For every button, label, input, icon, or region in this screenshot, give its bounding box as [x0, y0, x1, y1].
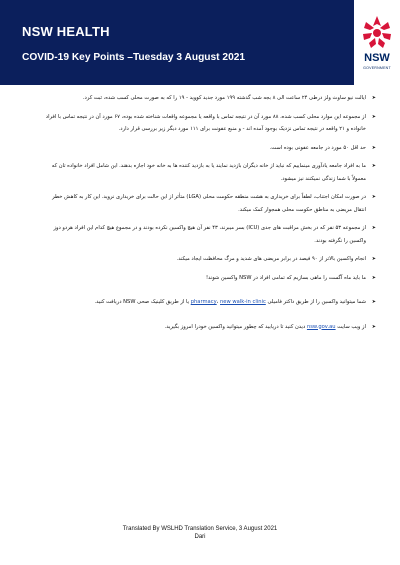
list-item: ➤ از ویب سایت nsw.gov.au دیدن کنید تا دریابید که چطور میتوانید واکسین خودرا امروز بگیرید.: [40, 321, 378, 334]
list-item: ➤ ایالت نیو ساوث ولز درطی ۲۴ ساعت الی ۸ بجه شب گذشته ۱۹۹ مورد جدید کووید - ۱۹ را که به صورت محلی کسب شده، ثبت کرد.: [40, 92, 378, 105]
bullet-icon: ➤: [371, 225, 376, 231]
list-item: ➤ از مجموعه ۵۳ نفر که در بخش مراقبت های جدی (ICU) بسر میبرند، ۴۳ نفر آن هیچ واکسین نکرده بودند و در مجموع هیچ کدام این افراد هردو دوز واکسین را نگرفته بودند.: [40, 222, 378, 247]
footer-language: Dari: [194, 534, 206, 540]
bullet-icon: ➤: [371, 323, 376, 330]
walk-in-clinic-link[interactable]: new walk-in clinic: [220, 299, 266, 305]
list-item: ➤ از مجموعه این موارد محلی کسب شده، ۸۸ مورد آن در نتیجه تماس با واقعه یا مجموعه واقعات شناخته شده بوده، ۶۷ مورد آن در نتیجه تماس با افراد خانواده و ۲۱ واقعه در نتیجه تماس نزدیک بوجود آمده اند - و منبع عفونت برای ۱۱۱ مورد دیگر زیر بررسی قرار دارد.: [40, 111, 378, 136]
list-item: ➤ در صورت امکان اجتناب، لطفاً برای خریداری به هشت منطقه حکومت محلی (LGA) متأثر از این حالت برای خریداری نروید. این کار به کاهش خطر انتقال مریضی به مناطق حکومت محلی همجوار کمک میکند.: [40, 191, 378, 216]
list-item: ➤ شما میتوانید واکسین را از طریق داکتر فامیلی pharmacy، new walk-in clinic یا از طریق کلینیک صحی NSW دریافت کنید.: [40, 296, 378, 309]
bullet-icon: ➤: [371, 95, 376, 101]
bullet-icon: ➤: [371, 256, 376, 262]
bullet-icon: ➤: [371, 113, 376, 120]
waratah-icon: [360, 14, 394, 50]
page-title: COVID-19 Key Points –Tuesday 3 August 2021: [22, 52, 246, 63]
nsw-gov-link[interactable]: nsw.gov.au: [306, 323, 336, 330]
list-item: ➤ ما به افراد جامعه یادآوری مینماییم که نباید از خانه دیگران بازدید نمایند یا به بازدید کننده ها به خانه خود اجازه بدهند. این شامل افراد خانواده تان که معمولاً با شما زندگی نمیکنند نیز میشود.: [40, 160, 378, 185]
org-name: NSW HEALTH: [22, 24, 110, 39]
bullet-icon: ➤: [371, 163, 376, 169]
logo-text: NSW: [364, 52, 390, 64]
nsw-government-logo: [354, 0, 400, 85]
bullet-icon: ➤: [371, 144, 376, 151]
translation-footer: [0, 525, 400, 541]
footer-credit: Translated By WSLHD Translation Service, 3 August 2021: [122, 526, 278, 532]
bullet-icon: ➤: [371, 194, 376, 200]
list-item: ➤ انجام واکسین بالاتر از ۹۰ فیصد در برابر مریضی های شدید و مرگ محافظت ایجاد میکند.: [40, 253, 378, 266]
page-header: [0, 0, 400, 85]
bullet-icon: ➤: [371, 299, 376, 305]
logo-subtext: GOVERNMENT: [363, 66, 391, 70]
bullet-icon: ➤: [371, 274, 376, 281]
list-item: ➤ حد اقل ۵۰ مورد در جامعه عفونی بوده است.: [40, 142, 378, 155]
list-item: ➤ ما باید ماه آگست را ماهی بسازیم که تمامی افراد در NSW واکسین شوند!: [40, 272, 378, 285]
pharmacy-link[interactable]: pharmacy: [190, 299, 217, 305]
key-points: [40, 92, 378, 339]
